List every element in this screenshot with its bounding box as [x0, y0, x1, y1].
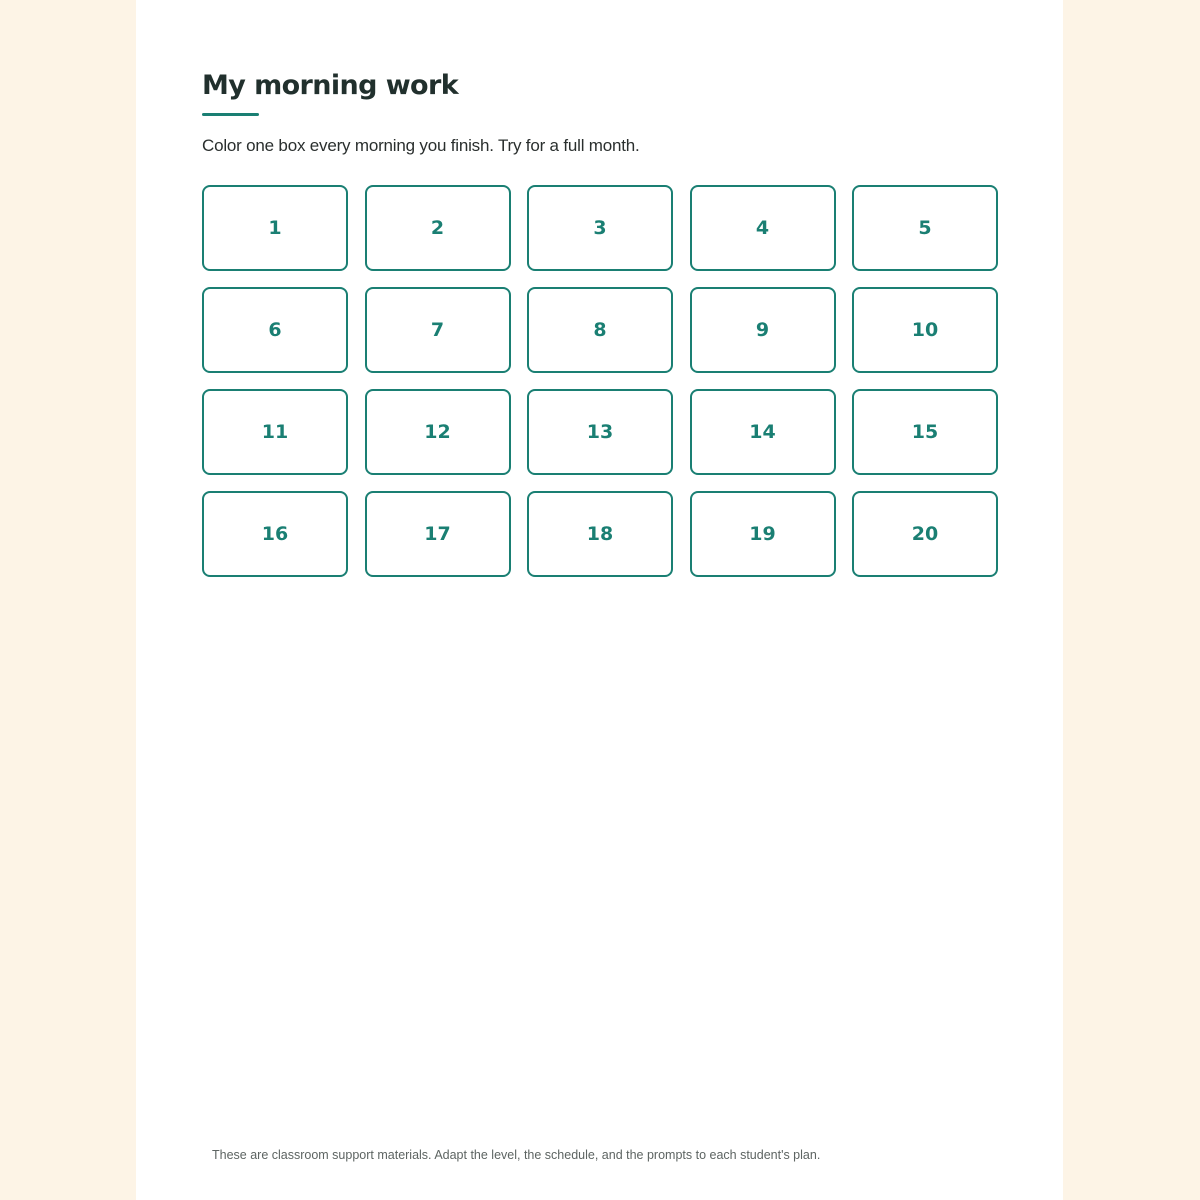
tracker-box-20[interactable]	[852, 491, 998, 577]
tracker-box-label: 13	[586, 421, 614, 443]
worksheet-page	[136, 0, 1063, 1200]
tracker-box-label: 4	[755, 217, 770, 239]
tracker-box-11[interactable]	[202, 389, 348, 475]
tracker-box-16[interactable]	[202, 491, 348, 577]
tracker-box-13[interactable]	[527, 389, 673, 475]
page-title: My morning work	[202, 70, 459, 101]
tracker-box-9[interactable]	[690, 287, 836, 373]
tracker-box-label: 3	[593, 217, 607, 239]
tracker-box-3[interactable]	[527, 185, 673, 271]
tracker-box-label: 7	[430, 319, 445, 341]
tracker-box-label: 10	[911, 319, 939, 341]
tracker-box-label: 8	[593, 319, 607, 341]
tracker-box-17[interactable]	[365, 491, 511, 577]
tracker-box-label: 9	[755, 319, 770, 341]
tracker-box-7[interactable]	[365, 287, 511, 373]
tracker-grid	[202, 185, 998, 577]
tracker-box-label: 2	[430, 217, 445, 239]
tracker-box-label: 19	[749, 523, 776, 545]
tracker-box-label: 14	[749, 421, 776, 443]
tracker-box-label: 16	[261, 523, 289, 545]
tracker-box-label: 20	[911, 523, 939, 545]
tracker-box-12[interactable]	[365, 389, 511, 475]
tracker-box-18[interactable]	[527, 491, 673, 577]
tracker-box-4[interactable]	[690, 185, 836, 271]
tracker-box-15[interactable]	[852, 389, 998, 475]
tracker-box-label: 6	[268, 319, 282, 341]
tracker-box-1[interactable]	[202, 185, 348, 271]
tracker-box-label: 1	[268, 217, 282, 239]
tracker-box-label: 15	[911, 421, 939, 443]
tracker-box-label: 11	[261, 421, 289, 443]
tracker-box-5[interactable]	[852, 185, 998, 271]
tracker-box-label: 12	[424, 421, 451, 443]
tracker-box-19[interactable]	[690, 491, 836, 577]
tracker-box-6[interactable]	[202, 287, 348, 373]
title-underline	[202, 113, 259, 116]
footer-note: These are classroom support materials. Adapt the level, the schedule, and the prompts to each student's plan.	[212, 1148, 821, 1162]
instructions-text: Color one box every morning you finish. Try for a full month.	[202, 136, 640, 155]
tracker-box-8[interactable]	[527, 287, 673, 373]
tracker-box-10[interactable]	[852, 287, 998, 373]
tracker-box-14[interactable]	[690, 389, 836, 475]
tracker-box-label: 18	[586, 523, 614, 545]
tracker-box-label: 17	[424, 523, 451, 545]
tracker-box-label: 5	[918, 217, 932, 239]
tracker-box-2[interactable]	[365, 185, 511, 271]
